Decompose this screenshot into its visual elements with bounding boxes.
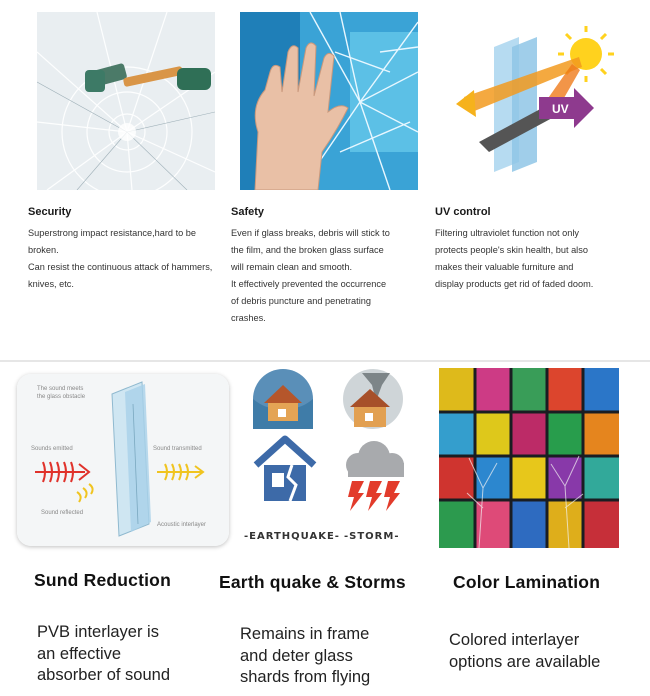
shattered-glass-hammer-icon bbox=[37, 12, 215, 190]
hand-on-cracked-glass-icon bbox=[240, 12, 418, 190]
uv-control-line: protects people's skin health, but also bbox=[435, 245, 588, 255]
earthquake-storms-description bbox=[240, 624, 430, 689]
uv-control-line: display products get rid of faded doom. bbox=[435, 279, 594, 289]
colored-glass-facade-icon bbox=[439, 368, 619, 548]
storm-caption: -STORM- bbox=[344, 531, 400, 542]
security-image bbox=[37, 12, 215, 190]
diagram-label-emitted: Sounds emitted bbox=[31, 446, 73, 452]
safety-line: the film, and the broken glass surface bbox=[231, 245, 384, 255]
earthquake-storms-line: and deter glass bbox=[240, 646, 353, 665]
diagram-label-interlayer: Acoustic interlayer bbox=[157, 522, 207, 528]
section-divider bbox=[0, 360, 650, 362]
uv-control-description bbox=[435, 225, 640, 293]
sound-reduction-description bbox=[37, 622, 227, 687]
earthquake-storms-line: Remains in frame bbox=[240, 625, 370, 643]
security-title: Security bbox=[28, 206, 72, 218]
color-lamination-line: Colored interlayer bbox=[449, 631, 580, 649]
color-lamination-title: Color Lamination bbox=[453, 572, 601, 592]
safety-line: Even if glass breaks, debris will stick to bbox=[231, 228, 390, 238]
earthquake-storms-line: shards from flying bbox=[240, 668, 371, 686]
safety-line: of debris puncture and penetrating bbox=[231, 296, 371, 306]
color-lamination-image bbox=[439, 368, 619, 548]
safety-image bbox=[240, 12, 418, 190]
uv-control-line: Filtering ultraviolet function not only bbox=[435, 228, 580, 238]
earthquake-caption: -EARTHQUAKE- bbox=[244, 531, 340, 542]
security-line: Superstrong impact resistance,hard to be bbox=[28, 228, 197, 238]
security-line: knives, etc. bbox=[28, 279, 74, 289]
safety-description bbox=[231, 225, 431, 327]
color-lamination-line: options are available bbox=[449, 652, 601, 671]
diagram-label-meets-2: the glass obstacle bbox=[37, 394, 86, 400]
diagram-label-transmitted: Sound transmitted bbox=[153, 446, 202, 452]
earthquake-storms-image bbox=[240, 365, 422, 553]
sound-reduction-line: an effective bbox=[37, 644, 122, 663]
uv-control-line: makes their valuable furniture and bbox=[435, 262, 574, 272]
security-description bbox=[28, 225, 233, 293]
house-earthquake-storm-icon bbox=[240, 365, 422, 553]
uv-control-image bbox=[444, 12, 614, 190]
color-lamination-description bbox=[449, 630, 644, 673]
sun-uv-blocked-icon bbox=[444, 12, 614, 190]
diagram-label-meets-1: The sound meets bbox=[37, 386, 84, 392]
safety-line: It effectively prevented the occurrence bbox=[231, 279, 387, 289]
uv-control-title: UV control bbox=[435, 206, 491, 218]
security-line: Can resist the continuous attack of hammers, bbox=[28, 262, 213, 272]
sound-reduction-line: PVB interlayer is bbox=[37, 623, 159, 641]
safety-title: Safety bbox=[231, 206, 265, 218]
sound-reduction-line: absorber of sound bbox=[37, 666, 171, 684]
diagram-label-reflected: Sound reflected bbox=[41, 510, 84, 516]
sound-reduction-image bbox=[17, 374, 229, 546]
security-line: broken. bbox=[28, 245, 59, 255]
sound-wave-glass-diagram-icon bbox=[17, 374, 229, 546]
earthquake-storms-title: Earth quake & Storms bbox=[219, 572, 406, 592]
safety-line: will remain clean and smooth. bbox=[231, 262, 353, 272]
safety-line: crashes. bbox=[231, 313, 266, 323]
sound-reduction-title: Sund Reduction bbox=[34, 570, 171, 590]
uv-label: UV bbox=[552, 102, 569, 116]
